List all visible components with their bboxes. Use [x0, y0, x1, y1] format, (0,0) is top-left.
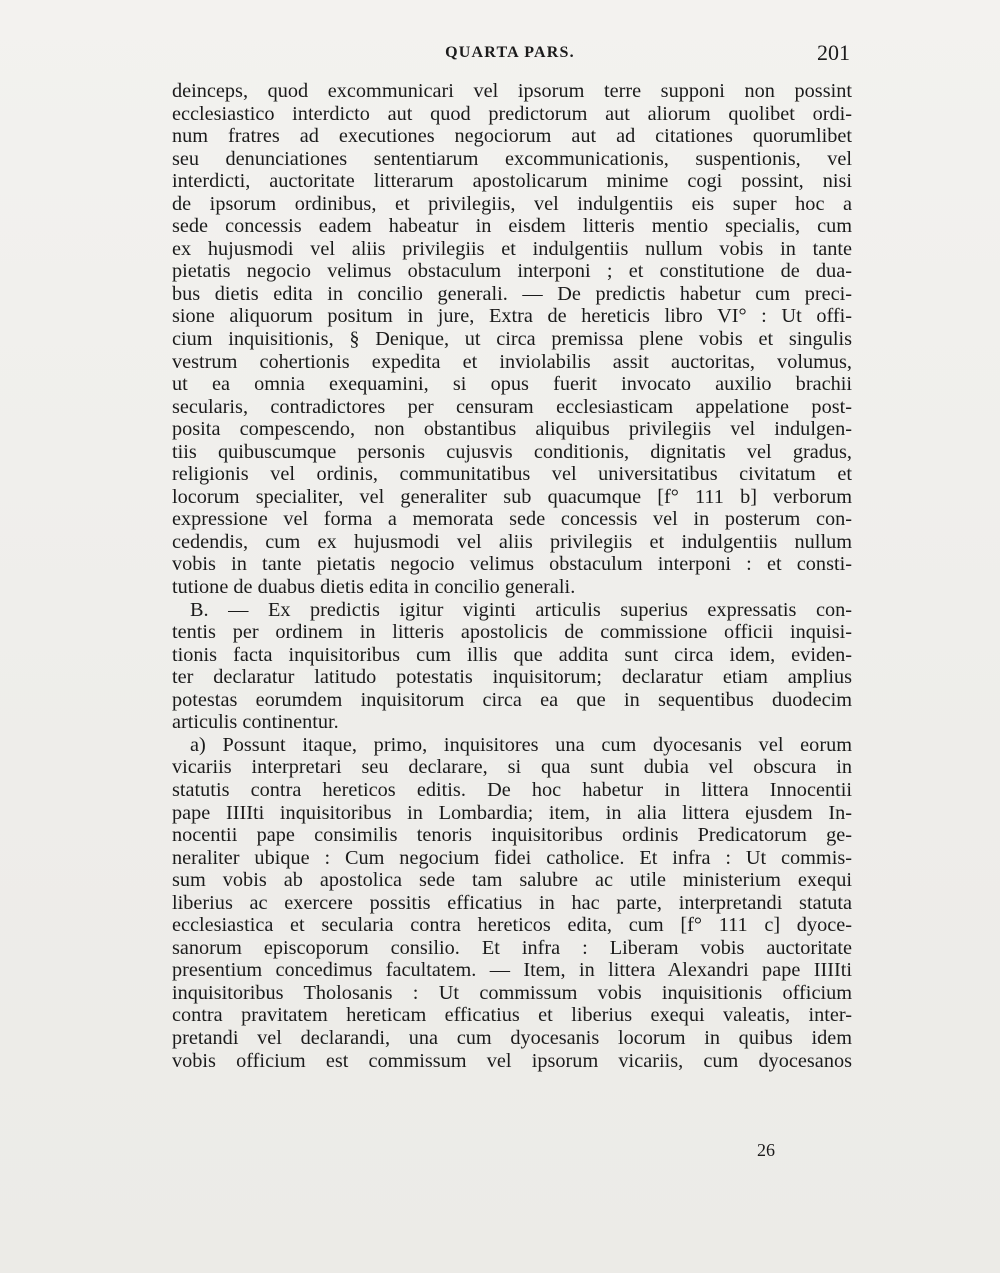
text-line: cedendis, cum ex hujusmodi vel aliis privilegiis et indulgentiis nullum — [172, 530, 852, 553]
text-line: inquisitoribus Tholosanis : Ut commissum vobis inquisitionis officium — [172, 981, 852, 1004]
running-title: QUARTA PARS. — [445, 44, 575, 61]
text-line: sede concessis eadem habeatur in eisdem litteris mentio specialis, cum — [172, 215, 852, 238]
text-line: bus dietis edita in concilio generali. — De predictis habetur cum preci- — [172, 282, 852, 305]
text-line: ecclesiastica et secularia contra hereticos edita, cum [f° 111 c] dyoce- — [172, 914, 852, 937]
text-line: religionis vel ordinis, communitatibus vel universitatibus civitatum et — [172, 463, 852, 486]
text-line: locorum specialiter, vel generaliter sub quacumque [f° 111 b] verborum — [172, 485, 852, 508]
text-line: ex hujusmodi vel aliis privilegiis et indulgentiis nullum vobis in tante — [172, 237, 852, 260]
text-line: pietatis negocio velimus obstaculum interponi ; et constitutione de dua- — [172, 260, 852, 283]
text-line: interdicti, auctoritate litterarum apostolicarum minime cogi possint, nisi — [172, 170, 852, 193]
text-line: tiis quibuscumque personis cujusvis conditionis, dignitatis vel gradus, — [172, 440, 852, 463]
text-line: a) Possunt itaque, primo, inquisitores una cum dyocesanis vel eorum — [190, 733, 852, 756]
text-line: potestas eorumdem inquisitorum circa ea que in sequentibus duodecim — [172, 688, 852, 711]
text-line: expressione vel forma a memorata sede concessis vel in posterum con- — [172, 508, 852, 531]
body-text — [172, 80, 852, 1072]
text-line: tionis facta inquisitoribus cum illis que addita sunt circa idem, eviden- — [172, 643, 852, 666]
page-header — [170, 40, 850, 70]
signature-mark: 26 — [757, 1140, 775, 1160]
text-line: seu denunciationes sententiarum excommunicationis, suspentionis, vel — [172, 147, 852, 170]
text-line: ecclesiastico interdicto aut quod predictorum aut aliorum quolibet ordi- — [172, 102, 852, 125]
text-line: vicariis interpretari seu declarare, si qua sunt dubia vel obscura in — [172, 756, 852, 779]
text-line: cium inquisitionis, § Denique, ut circa premissa plene vobis et singulis — [172, 328, 852, 351]
text-line: ut ea omnia exequamini, si opus fuerit invocato auxilio brachii — [172, 373, 852, 396]
text-line: sanorum episcoporum consilio. Et infra : Liberam vobis auctoritate — [172, 936, 852, 959]
text-line: vestrum cohertionis expedita et inviolabilis assit auctoritas, volumus, — [172, 350, 852, 373]
text-line: de ipsorum ordinibus, et privilegiis, vel indulgentiis eis super hoc a — [172, 192, 852, 215]
text-line: secularis, contradictores per censuram ecclesiasticam appelatione post- — [172, 395, 852, 418]
text-line: presentium concedimus facultatem. — Item, in littera Alexandri pape IIIIti — [172, 959, 852, 982]
text-line: contra pravitatem hereticam efficatius et liberius exequi valeatis, inter- — [172, 1004, 852, 1027]
text-line: statutis contra hereticos editis. De hoc habetur in littera Innocentii — [172, 778, 852, 801]
text-line: B. — Ex predictis igitur viginti articulis superius expressatis con- — [190, 598, 852, 621]
text-line: posita compescendo, non obstantibus aliquibus privilegiis vel indulgen- — [172, 418, 852, 441]
text-line: vobis in tante pietatis negocio velimus obstaculum interponi : et consti- — [172, 553, 852, 576]
text-line: tentis per ordinem in litteris apostolicis de commissione officii inquisi- — [172, 621, 852, 644]
text-line: pretandi vel declarandi, una cum dyocesanis locorum in quibus idem — [172, 1026, 852, 1049]
text-line: vobis officium est commissum vel ipsorum vicariis, cum dyocesanos — [172, 1049, 852, 1072]
text-line: articulis continentur. — [172, 711, 339, 734]
text-line: nocentii pape consimilis tenoris inquisitoribus ordinis Predicatorum ge- — [172, 824, 852, 847]
text-line: pape IIIIti inquisitoribus in Lombardia; item, in alia littera ejusdem In- — [172, 801, 852, 824]
text-line: tutione de duabus dietis edita in concilio generali. — [172, 576, 576, 599]
page-number: 201 — [817, 40, 850, 65]
text-line: sum vobis ab apostolica sede tam salubre ac utile ministerium exequi — [172, 869, 852, 892]
text-line: liberius ac exercere possitis efficatius in hac parte, interpretandi statuta — [172, 891, 852, 914]
text-line: ter declaratur latitudo potestatis inquisitorum; declaratur etiam amplius — [172, 666, 852, 689]
text-line: sione aliquorum positum in jure, Extra de hereticis libro VI° : Ut offi- — [172, 305, 852, 328]
text-line: deinceps, quod excommunicari vel ipsorum terre supponi non possint — [172, 80, 852, 102]
text-line: num fratres ad executiones negociorum aut ad citationes quorumlibet — [172, 125, 852, 148]
text-line: neraliter ubique : Cum negocium fidei catholice. Et infra : Ut commis- — [172, 846, 852, 869]
